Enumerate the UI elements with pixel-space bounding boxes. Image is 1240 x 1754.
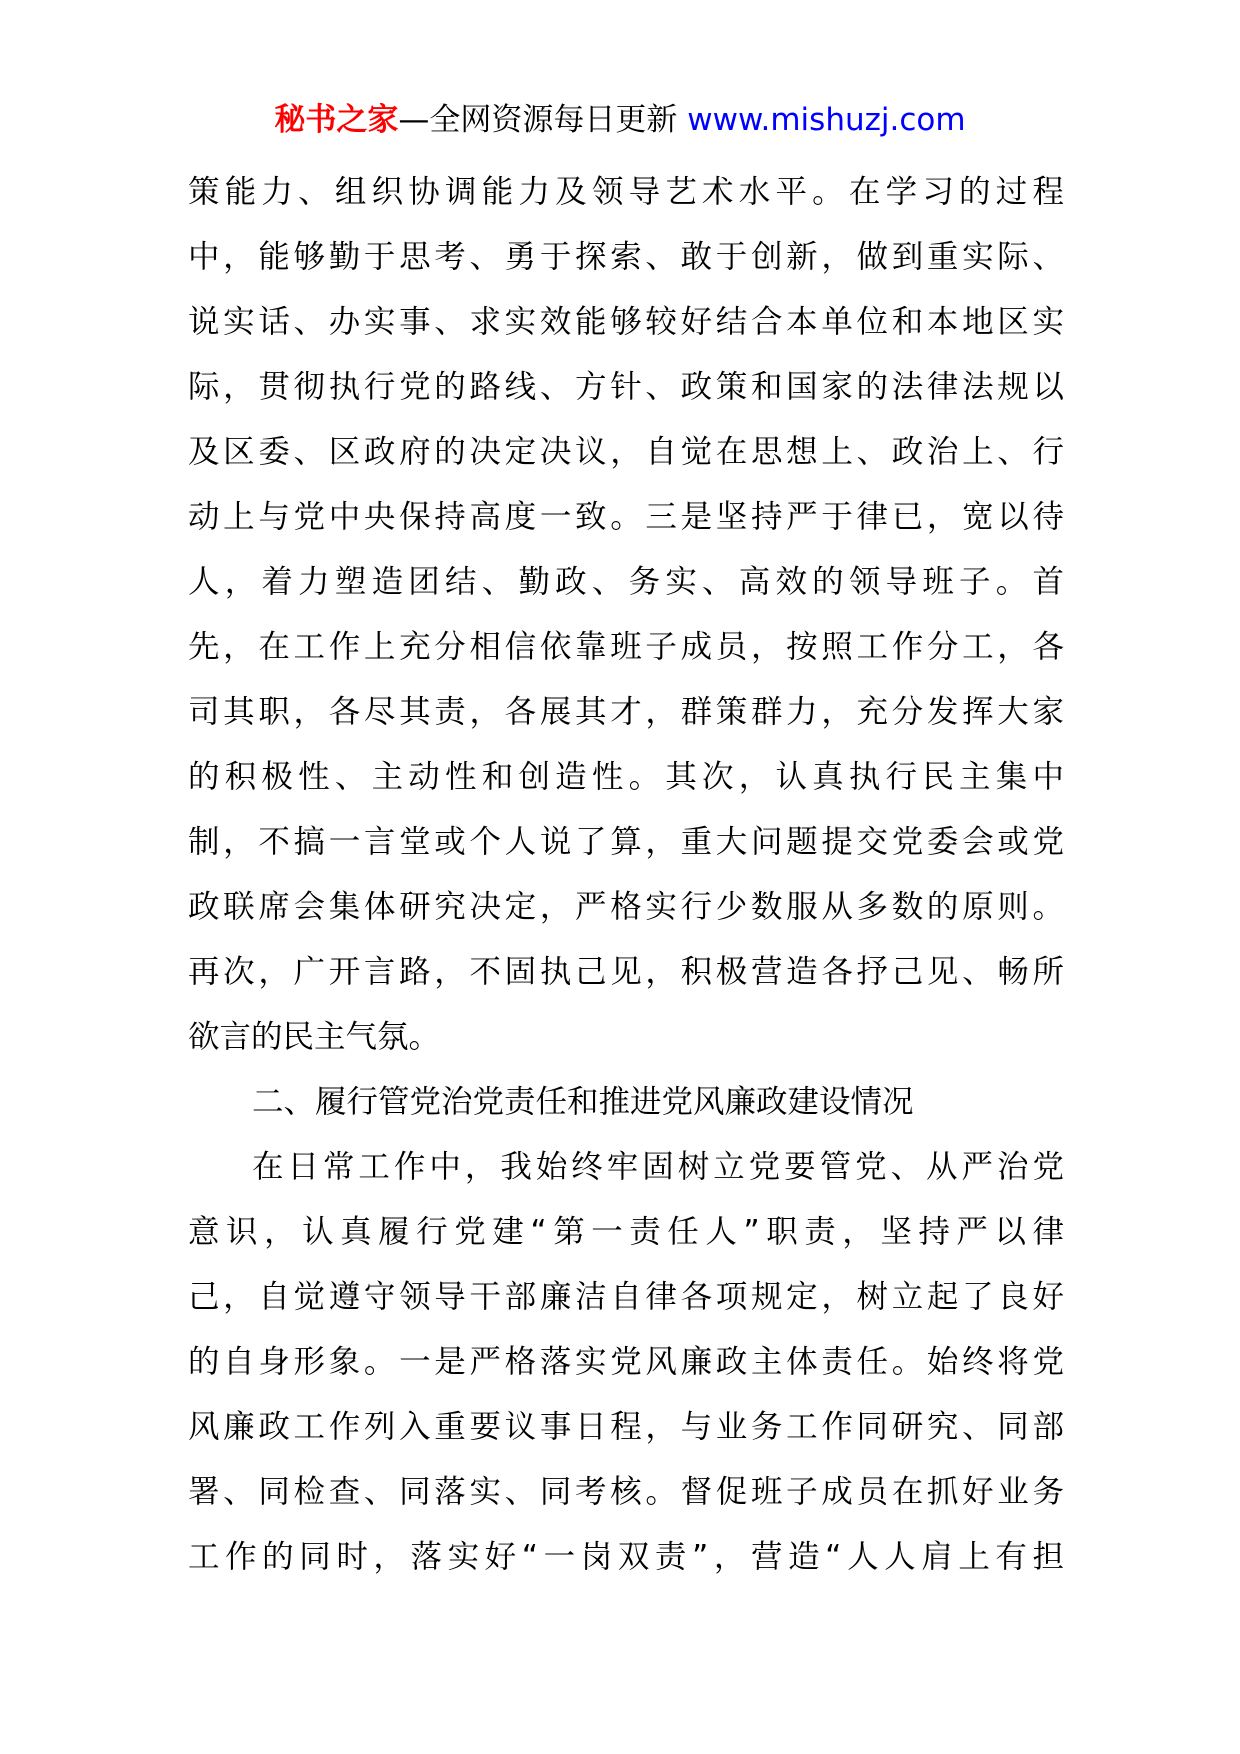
text-line: 说实话、办实事、求实效能够较好结合本单位和本地区实	[188, 304, 1064, 340]
text-line: 的自身形象。一是严格落实党风廉政主体责任。始终将党	[188, 1344, 1064, 1380]
text-line: 策能力、组织协调能力及领导艺术水平。在学习的过程	[188, 174, 1064, 210]
text-line: 风廉政工作列入重要议事日程，与业务工作同研究、同部	[188, 1409, 1064, 1445]
document-body	[188, 160, 1064, 1590]
text-line: 及区委、区政府的决定决议，自觉在思想上、政治上、行	[188, 434, 1064, 470]
text-line: 先，在工作上充分相信依靠班子成员，按照工作分工，各	[188, 629, 1064, 665]
text-line: 政联席会集体研究决定，严格实行少数服从多数的原则。	[188, 889, 1064, 925]
text-line: 欲言的民主气氛。	[188, 1019, 441, 1055]
text-line: 再次，广开言路，不固执己见，积极营造各抒己见、畅所	[188, 954, 1064, 990]
text-line: 署、同检查、同落实、同考核。督促班子成员在抓好业务	[188, 1474, 1064, 1510]
text-line: 的积极性、主动性和创造性。其次，认真执行民主集中	[188, 759, 1064, 795]
text-line: 司其职，各尽其责，各展其才，群策群力，充分发挥大家	[188, 694, 1064, 730]
text-line: 在日常工作中，我始终牢固树立党要管党、从严治党	[252, 1149, 1064, 1185]
text-line: 中，能够勤于思考、勇于探索、敢于创新，做到重实际、	[188, 239, 1064, 275]
text-line: 己，自觉遵守领导干部廉洁自律各项规定，树立起了良好	[188, 1279, 1064, 1315]
text-line: 工作的同时，落实好“一岗双责”，营造“人人肩上有担	[188, 1539, 1064, 1575]
brand-name: 秘书之家	[274, 102, 399, 138]
text-line: 人，着力塑造团结、勤政、务实、高效的领导班子。首	[188, 564, 1064, 600]
text-line: 动上与党中央保持高度一致。三是坚持严于律已，宽以待	[188, 499, 1064, 535]
text-line: 际，贯彻执行党的路线、方针、政策和国家的法律法规以	[188, 369, 1064, 405]
header-tagline: —全网资源每日更新	[398, 102, 678, 138]
text-line: 意识，认真履行党建“第一责任人”职责，坚持严以律	[188, 1214, 1064, 1250]
text-line: 制，不搞一言堂或个人说了算，重大问题提交党委会或党	[188, 824, 1064, 860]
page-header	[0, 100, 1240, 140]
header-url-link[interactable]: www.mishuzj.com	[687, 102, 966, 138]
section-heading: 二、履行管党治党责任和推进党风廉政建设情况	[252, 1084, 914, 1120]
